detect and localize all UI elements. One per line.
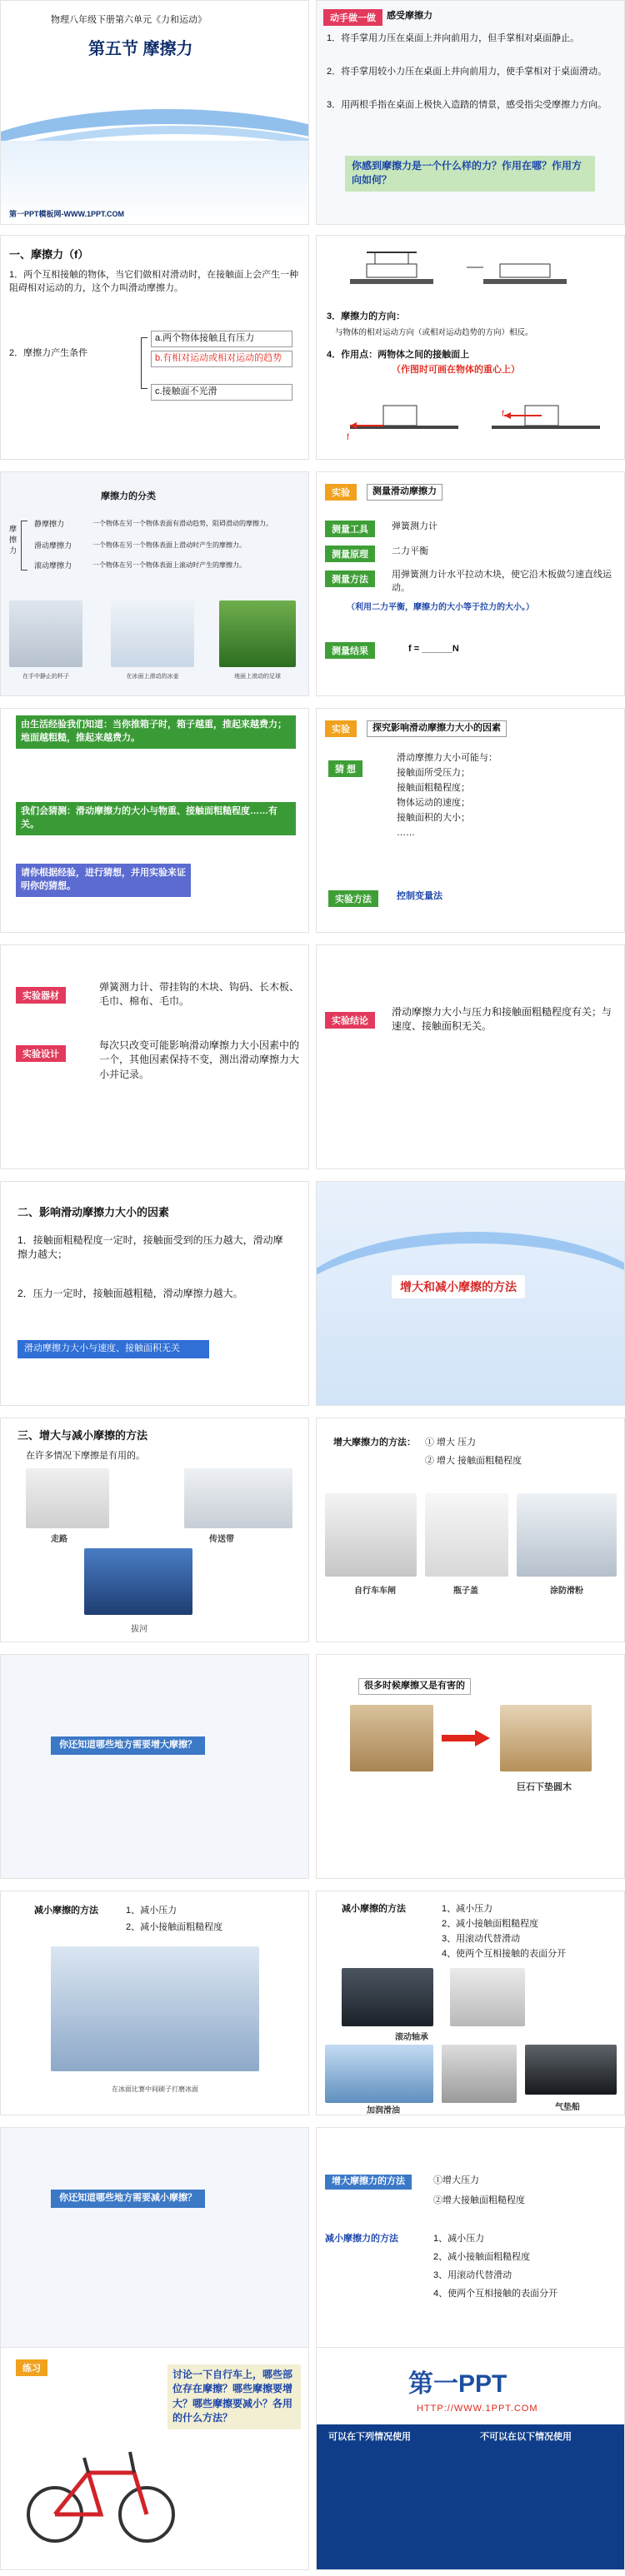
slide-useful-friction (0, 1418, 309, 1642)
question-box: 你还知道哪些地方需要增大摩擦？ (51, 1736, 205, 1755)
slide-factors-summary (0, 1181, 309, 1406)
wheel-image (450, 1968, 525, 2026)
increase-2: ②增大接触面粗糙程度 (433, 2195, 525, 2205)
method-label: 减小摩擦的方法 (342, 1904, 406, 1914)
slide-end (316, 2347, 625, 2570)
bearing-image (342, 1968, 433, 2026)
method-label: 实验方法 (328, 890, 378, 907)
point-note: （作图时可画在物体的重心上） (392, 365, 520, 375)
row-value: 用弹簧测力计水平拉动木块，使它沿木板做匀速直线运动。 (392, 570, 612, 593)
curling-image (111, 600, 194, 667)
kind-desc: 一个物体在另一个物体表面上滑动时产生的摩擦力。 (92, 541, 246, 549)
result-value: f = ______N (408, 644, 459, 654)
arrow-icon (442, 1730, 492, 1746)
caption: 瓶子盖 (453, 1587, 478, 1596)
decrease-1: 1、减小压力 (433, 2234, 485, 2244)
question-box: 你感到摩擦力是一个什么样的力？作用在哪？作用方向如何？ (345, 156, 595, 192)
method-1: 1、减小压力 (126, 1906, 178, 1916)
method-label: 增大摩擦力的方法： (333, 1437, 416, 1447)
section-title: 增大和减小摩擦的方法 (392, 1275, 525, 1298)
slide-measure (316, 471, 625, 696)
force-label: f (347, 433, 349, 442)
factor-2: 2．压力一定时，接触面越粗糙，滑动摩擦力越大。 (18, 1288, 243, 1299)
footer-band (317, 2424, 625, 2570)
end-logo: 第一PPT (408, 2370, 508, 2398)
row-label: 测量原理 (325, 546, 375, 562)
kind-name: 滚动摩擦力 (34, 561, 72, 570)
brush-diagram (342, 244, 592, 302)
slide-reduce-methods (316, 1891, 625, 2115)
lubricant-image (325, 2045, 433, 2103)
usage-allowed: 可以在下列情况使用 (328, 2432, 411, 2442)
decrease-4: 4、使两个互相接触的表面分开 (433, 2289, 558, 2299)
caption: 气垫船 (555, 2103, 580, 2112)
bike-brake-image (325, 1493, 417, 1577)
direction-text: 与物体的相对运动方向（或相对运动趋势的方向）相反。 (335, 328, 533, 337)
row-label: 测量工具 (325, 521, 375, 537)
row-label: 测量方法 (325, 571, 375, 587)
condition-b: b.有相对运动或相对运动的趋势 (151, 351, 292, 367)
kind-desc: 一个物体在另一个物体表面有滑动趋势，阻碍滑动的摩擦力。 (92, 520, 272, 527)
slide-direction (316, 235, 625, 460)
caption: 走路 (51, 1535, 68, 1544)
point-title: 4．作用点：两物体之间的接触面上 (327, 350, 470, 360)
tug-of-war-image (84, 1548, 192, 1615)
section-tag: 动手做一做 (323, 9, 382, 26)
condition-c: c.接触面不光滑 (151, 384, 292, 401)
caption: 在冰面比赛中间刷子打磨冰面 (112, 2085, 198, 2093)
guess-label: 猜 想 (328, 760, 362, 777)
kind-desc: 一个物体在另一个物体表面上滚动时产生的摩擦力。 (92, 561, 246, 569)
sub-text: 在许多情况下摩擦是有用的。 (26, 1451, 145, 1461)
slide-heading: 感受摩擦力 (387, 11, 432, 21)
step-2: 2．将手掌用较小力压在桌面上并向前用力，使手掌相对于桌面滑动。 (327, 67, 608, 77)
experiment-title: 探究影响滑动摩擦力大小的因素 (367, 720, 507, 737)
lesson-title: 第五节 摩擦力 (88, 40, 193, 58)
caption: 滚动轴承 (395, 2033, 428, 2042)
caption: 传送带 (209, 1535, 234, 1544)
direction-title: 3．摩擦力的方向： (327, 311, 406, 321)
slide-feel-friction (316, 0, 625, 225)
experience-box: 由生活经验我们知道：当你推箱子时，箱子越重，推起来越费力；地面越粗糙，推起来越费力。 (16, 715, 296, 749)
design-label: 实验设计 (16, 1045, 66, 1062)
section-tag: 练习 (16, 2359, 48, 2376)
definition-text: 1．两个互相接触的物体，当它们做相对滑动时，在接触面上会产生一种阻碍相对运动的力，这个力叫滑动摩擦力。 (9, 270, 299, 293)
equipment-text: 弹簧测力计、带挂钩的木块、钩码、长木板、毛巾、棉布、毛巾。 (99, 981, 300, 1008)
conclusion-text: 滑动摩擦力大小与压力和接触面粗糙程度有关；与速度、接触面积无关。 (392, 1006, 612, 1033)
step-1: 1．将手掌用力压在桌面上并向前用力，但手掌相对桌面静止。 (327, 33, 580, 43)
slide-increase-methods (316, 1418, 625, 1642)
method-1: 1、减小压力 (442, 1904, 493, 1914)
slide-classification (0, 471, 309, 696)
guess-item: 滑动摩擦力大小可能与： (397, 753, 498, 763)
factor-1: 1．接触面粗糙程度一定时，接触面受到的压力越大，滑动摩擦力越大； (18, 1234, 283, 1261)
question-box: 你还知道哪些地方需要减小摩擦？ (51, 2190, 205, 2208)
logs-image (500, 1705, 592, 1771)
usage-forbidden: 不可以在以下情况使用 (480, 2432, 572, 2442)
caption: 在冰面上滑动的冰壶 (126, 674, 179, 680)
section-tag: 实验 (325, 720, 357, 737)
slide-heading: 摩擦力的分类 (101, 491, 156, 501)
slide-summary (316, 2127, 625, 2352)
method-label: 减小摩擦的方法 (34, 1906, 98, 1916)
guess-item: …… (397, 828, 415, 838)
method-2: 2、减小接触面粗糙程度 (442, 1919, 539, 1929)
slide-question-reduce (0, 2127, 309, 2352)
caption: 自行车车闸 (354, 1587, 396, 1596)
section-tag: 实验 (325, 484, 357, 501)
root-label: 摩擦力 (9, 525, 18, 556)
guess-item: 接触面积的大小； (397, 813, 470, 823)
series-title: 物理八年级下册第六单元《力和运动》 (51, 15, 207, 25)
increase-1: ①增大压力 (433, 2175, 479, 2185)
caption: 拔河 (131, 1625, 148, 1634)
force-diagram (333, 394, 608, 444)
caption: 涂防滑粉 (550, 1587, 583, 1596)
force-label: f (502, 410, 504, 419)
row-value: 二力平衡 (392, 546, 428, 556)
experiment-title: 测量滑动摩擦力 (367, 484, 442, 501)
method-4: 4、使两个互相接触的表面分开 (442, 1949, 567, 1959)
slide-title (0, 0, 309, 225)
kind-name: 滑动摩擦力 (34, 541, 72, 550)
method-3: 3、用滚动代替滑动 (442, 1934, 521, 1944)
slide-equipment (0, 944, 309, 1169)
slide-factors (316, 708, 625, 933)
equipment-label: 实验器材 (16, 987, 66, 1004)
slide-exercise (0, 2347, 309, 2570)
guess-item: 物体运动的速度； (397, 798, 470, 808)
method-1: ① 增大 压力 (425, 1437, 477, 1447)
caption: 在手中静止的杯子 (22, 674, 69, 680)
caption: 地面上滚动的足球 (234, 674, 281, 680)
kind-name: 静摩擦力 (34, 520, 65, 528)
discussion-box: 讨论一下自行车上，哪些部位存在摩擦？哪些摩擦要增大？哪些摩擦要减小？各用的什么方法？ (168, 2364, 301, 2429)
caption: 加润滑油 (367, 2106, 400, 2115)
guess-item: 接触面所受压力； (397, 768, 470, 778)
harmful-label: 很多时候摩擦又是有害的 (358, 1678, 471, 1695)
independence-bar: 滑动摩擦力大小与速度、接触面积无关 (18, 1340, 209, 1358)
method-2: ② 增大 接触面粗糙程度 (425, 1456, 522, 1466)
walking-image (26, 1468, 109, 1528)
bottle-cap-image (425, 1493, 508, 1577)
decrease-label: 减小摩擦力的方法 (325, 2234, 398, 2244)
decrease-3: 3、用滚动代替滑动 (433, 2270, 512, 2280)
method-2: 2、减小接触面粗糙程度 (126, 1922, 223, 1932)
slide-guess (0, 708, 309, 933)
slide-definition (0, 235, 309, 460)
increase-label: 增大摩擦力的方法 (325, 2175, 412, 2190)
condition-a: a.两个物体接触且有压力 (151, 331, 292, 347)
slide-question-increase (0, 1654, 309, 1879)
section-heading: 三、增大与减小摩擦的方法 (18, 1429, 148, 1442)
wave-decoration (316, 1232, 625, 1398)
end-url: HTTP://WWW.1PPT.COM (417, 2404, 538, 2414)
caption: 巨石下垫圆木 (517, 1782, 572, 1792)
design-text: 每次只改变可能影响滑动摩擦力大小因素中的一个，其他因素保持不变，测出滑动摩擦力大小并记录。 (99, 1039, 300, 1080)
guess-item: 接触面粗糙程度； (397, 783, 470, 793)
row-value: 弹簧测力计 (392, 521, 438, 531)
slide-harmful-friction (316, 1654, 625, 1879)
brace (141, 337, 148, 389)
section-heading: 二、影响滑动摩擦力大小的因素 (18, 1206, 170, 1218)
football-image (219, 600, 296, 667)
conveyor-image (184, 1468, 292, 1528)
decrease-2: 2、减小接触面粗糙程度 (433, 2252, 531, 2262)
slide-section-divider (316, 1181, 625, 1406)
curling-sweeping-image (51, 1946, 259, 2071)
hovercraft-image (525, 2045, 617, 2095)
conclusion-label: 实验结论 (325, 1012, 375, 1029)
row-label: 测量结果 (325, 642, 375, 659)
task-box: 请你根据经验，进行猜想，并用实验来证明你的猜想。 (16, 864, 191, 897)
cup-image (9, 600, 82, 667)
bicycle-icon (18, 2423, 184, 2548)
step-3: 3．用两根手指在桌面上极快入造踏的情景，感受指尖受摩擦力方向。 (327, 100, 608, 110)
section-heading: 一、摩擦力（f） (9, 248, 89, 261)
condition-label: 2．摩擦力产生条件 (9, 348, 88, 358)
chalk-image (517, 1493, 617, 1577)
push-box-image (350, 1705, 433, 1771)
guess-box: 我们会猜测：滑动摩擦力的大小与物重、接触面粗糙程度……有关。 (16, 802, 296, 835)
method-value: 控制变量法 (397, 891, 442, 901)
brace (21, 521, 28, 571)
slide-reduce-curling (0, 1891, 309, 2115)
site-name: 第一PPT模板网-WWW.1PPT.COM (9, 210, 124, 218)
sliding-image (442, 2045, 517, 2103)
principle-note: （利用二力平衡，摩擦力的大小等于拉力的大小。） (347, 603, 534, 612)
slide-conclusion (316, 944, 625, 1169)
